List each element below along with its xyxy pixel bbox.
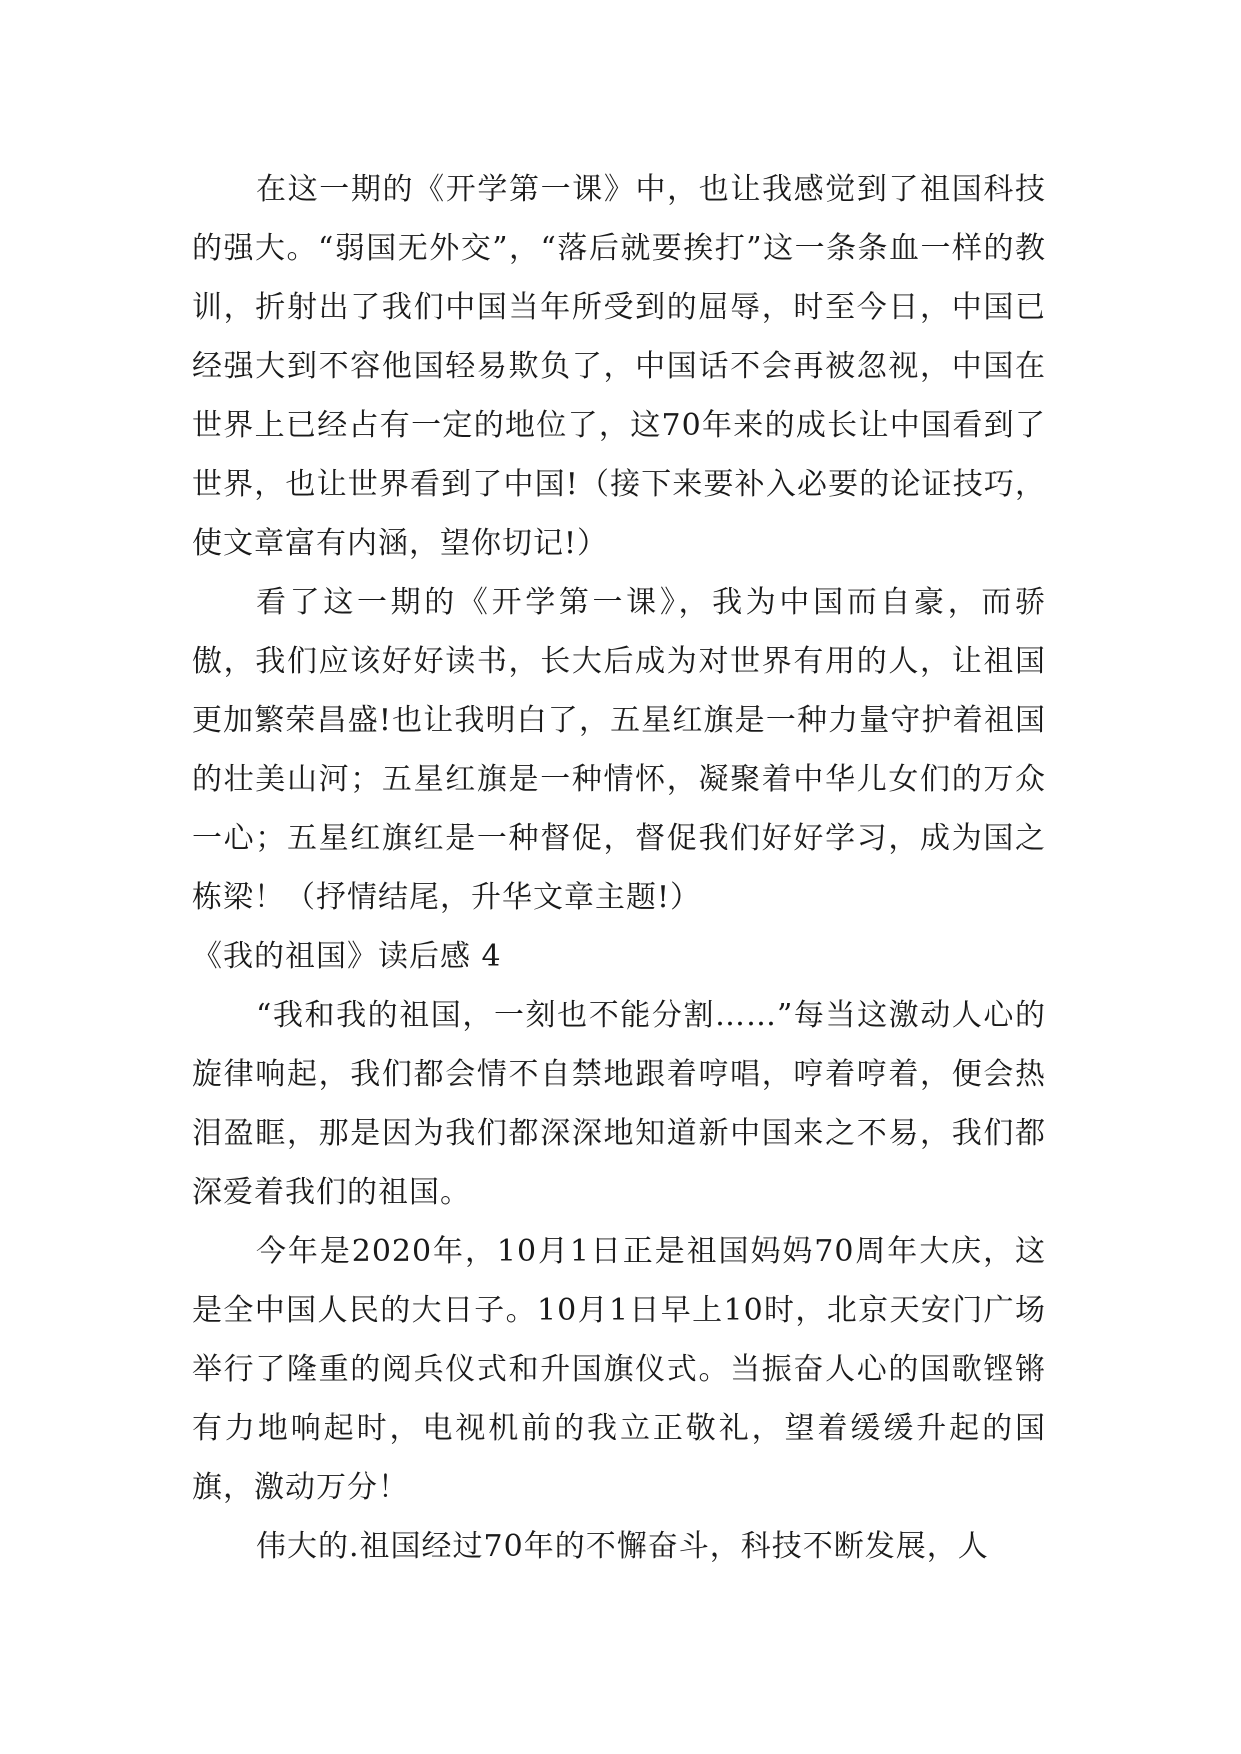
paragraph-5: 伟大的.祖国经过70年的不懈奋斗，科技不断发展，人 <box>256 1529 989 1564</box>
paragraph-2: 看了这一期的《开学第一课》，我为中国而自豪，而骄傲，我们应该好好读书，长大后成为对世界有用的人，让祖国更加繁荣昌盛!也让我明白了，五星红旗是一种力量守护着祖国的壮美山河；五星红旗是一种情怀，凝聚着中华儿女们的万众一心；五星红旗红是一种督促，督促我们好好学习，成为国之栋梁！（抒情结尾，升华文章主题!） <box>192 585 1046 915</box>
paragraph-4: 今年是2020年，10月1日正是祖国妈妈70周年大庆，这是全中国人民的大日子。10月1日早上10时，北京天安门广场举行了隆重的阅兵仪式和升国旗仪式。当振奋人心的国歌铿锵有力地响起时，电视机前的我立正敬礼，望着缓缓升起的国旗，激动万分！ <box>192 1234 1046 1505</box>
section-heading: 《我的祖国》读后感 4 <box>192 939 502 974</box>
paragraph-1: 在这一期的《开学第一课》中，也让我感觉到了祖国科技的强大。“弱国无外交”，“落后就要挨打”这一条条血一样的教训，折射出了我们中国当年所受到的屈辱，时至今日，中国已经强大到不容他国轻易欺负了，中国话不会再被忽视，中国在世界上已经占有一定的地位了，这70年来的成长让中国看到了世界，也让世界看到了中国!（接下来要补入必要的论证技巧，使文章富有内涵，望你切记!） <box>192 172 1046 561</box>
paragraph-3: “我和我的祖国，一刻也不能分割……”每当这激动人心的旋律响起，我们都会情不自禁地跟着哼唱，哼着哼着，便会热泪盈眶，那是因为我们都深深地知道新中国来之不易，我们都深爱着我们的祖国。 <box>192 998 1046 1210</box>
document-body <box>192 160 1046 1576</box>
